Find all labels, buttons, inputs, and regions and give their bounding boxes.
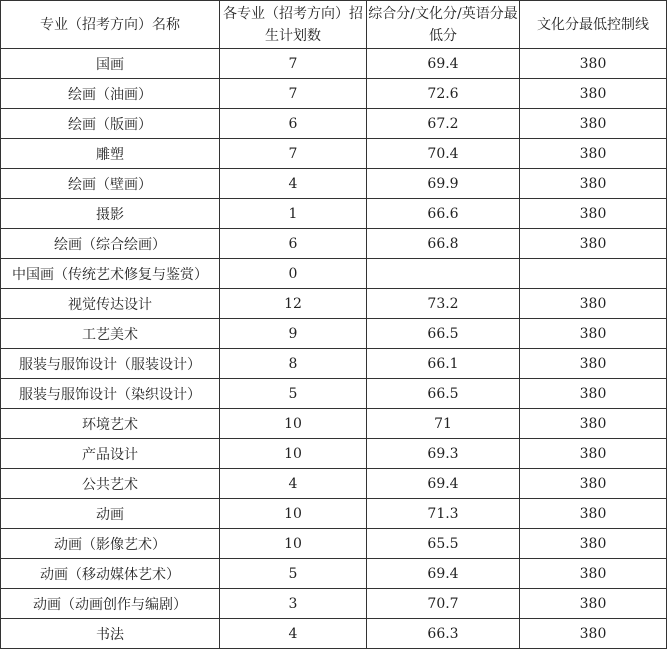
culture-score-line-cell: 380 — [520, 469, 667, 499]
major-name-cell: 动画 — [1, 499, 220, 529]
major-name-cell: 动画（影像艺术） — [1, 529, 220, 559]
minimum-score-cell: 65.5 — [367, 529, 520, 559]
major-name-cell: 公共艺术 — [1, 469, 220, 499]
table-row — [1, 499, 667, 529]
major-name-cell: 书法 — [1, 619, 220, 649]
table-row — [1, 229, 667, 259]
major-name-cell: 中国画（传统艺术修复与鉴赏） — [1, 259, 220, 289]
enrollment-plan-cell: 10 — [220, 499, 367, 529]
major-name-cell: 绘画（综合绘画） — [1, 229, 220, 259]
minimum-score-cell: 69.3 — [367, 439, 520, 469]
table-row — [1, 409, 667, 439]
enrollment-plan-cell: 8 — [220, 349, 367, 379]
minimum-score-cell: 69.4 — [367, 469, 520, 499]
table-row — [1, 109, 667, 139]
enrollment-plan-cell: 0 — [220, 259, 367, 289]
major-name-cell: 视觉传达设计 — [1, 289, 220, 319]
culture-score-line-cell: 380 — [520, 199, 667, 229]
major-name-cell: 动画（动画创作与编剧） — [1, 589, 220, 619]
culture-score-line-cell: 380 — [520, 349, 667, 379]
enrollment-plan-cell: 7 — [220, 79, 367, 109]
minimum-score-cell: 71 — [367, 409, 520, 439]
culture-score-line-cell: 380 — [520, 49, 667, 79]
table-row — [1, 49, 667, 79]
table-row — [1, 169, 667, 199]
minimum-score-cell: 72.6 — [367, 79, 520, 109]
enrollment-plan-cell: 6 — [220, 229, 367, 259]
culture-score-line-cell — [520, 259, 667, 289]
minimum-score-cell: 66.3 — [367, 619, 520, 649]
enrollment-plan-cell: 12 — [220, 289, 367, 319]
culture-score-line-cell: 380 — [520, 169, 667, 199]
culture-score-line-cell: 380 — [520, 139, 667, 169]
major-name-cell: 工艺美术 — [1, 319, 220, 349]
minimum-score-cell: 70.4 — [367, 139, 520, 169]
culture-score-line-cell: 380 — [520, 439, 667, 469]
major-name-cell: 绘画（油画） — [1, 79, 220, 109]
culture-score-line-cell: 380 — [520, 529, 667, 559]
table-row — [1, 349, 667, 379]
enrollment-plan-cell: 5 — [220, 379, 367, 409]
minimum-score-cell: 71.3 — [367, 499, 520, 529]
table-row — [1, 79, 667, 109]
culture-score-line-cell: 380 — [520, 109, 667, 139]
enrollment-plan-cell: 1 — [220, 199, 367, 229]
enrollment-plan-cell: 5 — [220, 559, 367, 589]
table-row — [1, 469, 667, 499]
culture-score-line-cell: 380 — [520, 229, 667, 259]
major-name-cell: 服装与服饰设计（染织设计） — [1, 379, 220, 409]
enrollment-plan-cell: 10 — [220, 439, 367, 469]
culture-score-line-cell: 380 — [520, 79, 667, 109]
table-row — [1, 559, 667, 589]
table-row — [1, 529, 667, 559]
table-row — [1, 439, 667, 469]
enrollment-plan-cell: 9 — [220, 319, 367, 349]
enrollment-plan-cell: 6 — [220, 109, 367, 139]
table-row — [1, 259, 667, 289]
minimum-score-cell: 66.1 — [367, 349, 520, 379]
culture-score-line-cell: 380 — [520, 559, 667, 589]
enrollment-plan-cell: 10 — [220, 529, 367, 559]
culture-score-line-cell: 380 — [520, 499, 667, 529]
table-row — [1, 139, 667, 169]
culture-score-line-cell: 380 — [520, 379, 667, 409]
enrollment-plan-cell: 7 — [220, 49, 367, 79]
minimum-score-cell: 70.7 — [367, 589, 520, 619]
table-row — [1, 199, 667, 229]
major-name-cell: 产品设计 — [1, 439, 220, 469]
table-row — [1, 589, 667, 619]
major-name-cell: 绘画（壁画） — [1, 169, 220, 199]
culture-score-line-cell: 380 — [520, 409, 667, 439]
table-row — [1, 379, 667, 409]
minimum-score-cell: 66.5 — [367, 319, 520, 349]
culture-score-line-cell: 380 — [520, 589, 667, 619]
table-row — [1, 319, 667, 349]
table-row — [1, 289, 667, 319]
minimum-score-cell: 66.6 — [367, 199, 520, 229]
major-name-cell: 摄影 — [1, 199, 220, 229]
culture-score-line-cell: 380 — [520, 319, 667, 349]
minimum-score-cell: 69.9 — [367, 169, 520, 199]
minimum-score-cell: 66.8 — [367, 229, 520, 259]
header-minimum-score: 综合分/文化分/英语分最低分 — [367, 1, 520, 49]
enrollment-plan-cell: 7 — [220, 139, 367, 169]
major-name-cell: 环境艺术 — [1, 409, 220, 439]
header-row — [1, 1, 667, 49]
minimum-score-cell — [367, 259, 520, 289]
header-major-name: 专业（招考方向）名称 — [1, 1, 220, 49]
enrollment-plan-cell: 4 — [220, 469, 367, 499]
enrollment-plan-cell: 4 — [220, 619, 367, 649]
culture-score-line-cell: 380 — [520, 619, 667, 649]
table-row — [1, 619, 667, 649]
major-name-cell: 动画（移动媒体艺术） — [1, 559, 220, 589]
minimum-score-cell: 69.4 — [367, 49, 520, 79]
minimum-score-cell: 66.5 — [367, 379, 520, 409]
header-culture-score-line: 文化分最低控制线 — [520, 1, 667, 49]
culture-score-line-cell: 380 — [520, 289, 667, 319]
major-name-cell: 绘画（版画） — [1, 109, 220, 139]
enrollment-plan-cell: 3 — [220, 589, 367, 619]
enrollment-plan-cell: 10 — [220, 409, 367, 439]
minimum-score-cell: 69.4 — [367, 559, 520, 589]
major-name-cell: 国画 — [1, 49, 220, 79]
minimum-score-cell: 73.2 — [367, 289, 520, 319]
enrollment-plan-cell: 4 — [220, 169, 367, 199]
minimum-score-cell: 67.2 — [367, 109, 520, 139]
major-name-cell: 服装与服饰设计（服装设计） — [1, 349, 220, 379]
header-enrollment-plan: 各专业（招考方向）招生计划数 — [220, 1, 367, 49]
major-name-cell: 雕塑 — [1, 139, 220, 169]
